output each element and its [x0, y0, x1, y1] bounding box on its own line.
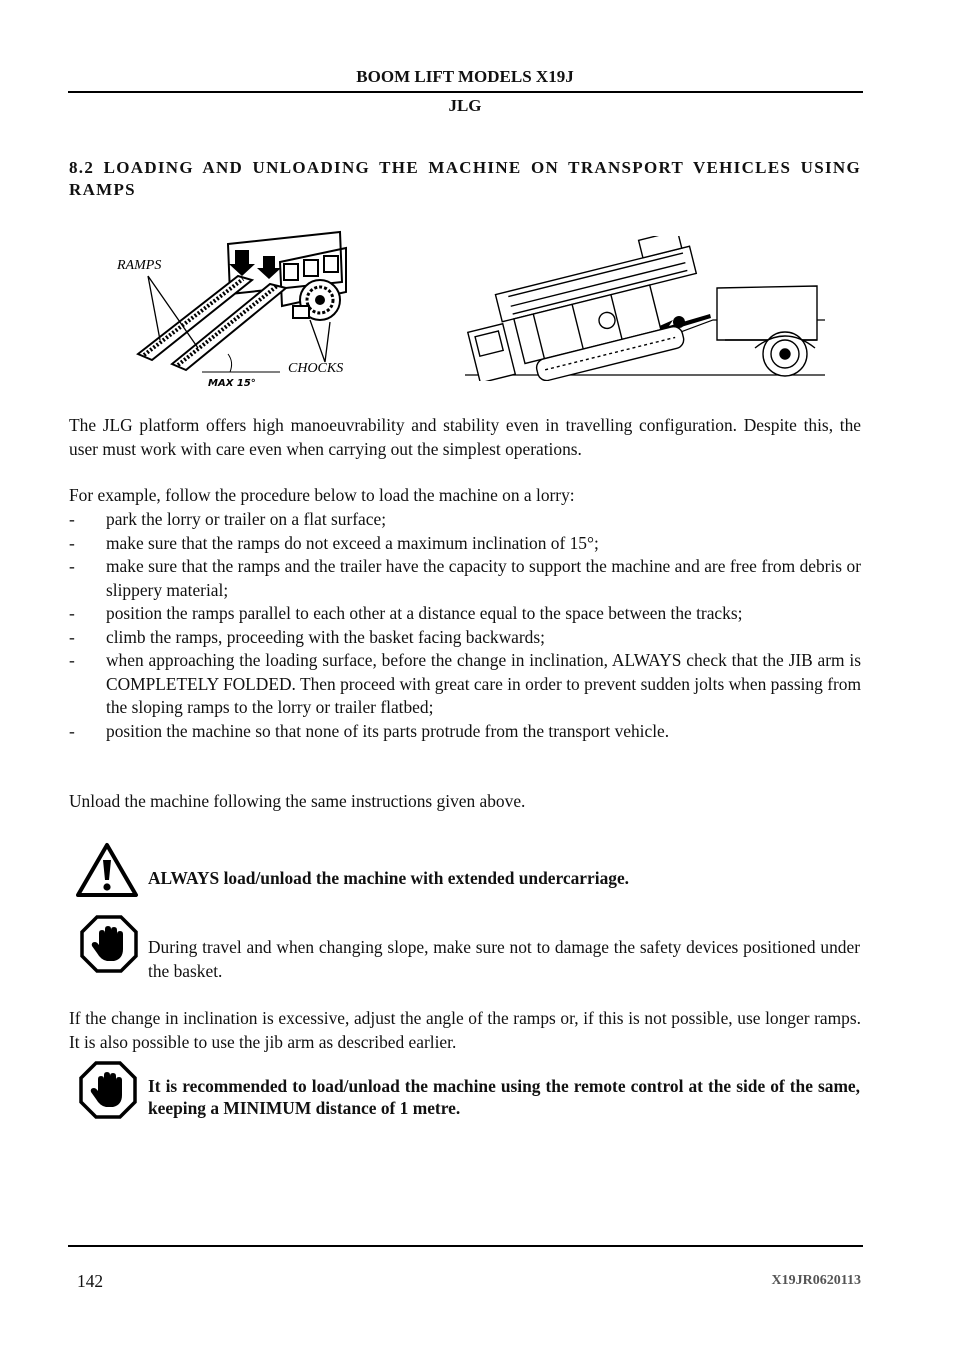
boom-lift-machine — [456, 236, 713, 381]
warning-triangle-icon — [75, 842, 139, 898]
example-paragraph: For example, follow the procedure below to load the machine on a lorry: — [69, 485, 575, 505]
list-item: - make sure that the ramps do not exceed a maximum inclination of 15°; — [69, 532, 599, 553]
list-item: - when approaching the loading surface, before the change in inclination, ALWAYS check that the JIB arm is COMPLETELY FOLDED. Then proceed with great care in order to prevent sudden jolts when passing from the sloping ramps to the lorry or trailer flatbed; — [69, 650, 861, 717]
list-item: - park the lorry or trailer on a flat surface; — [69, 509, 387, 529]
header-brand: JLG — [448, 96, 482, 115]
arrow-down-icon — [229, 250, 255, 276]
document-code: X19JR0620113 — [771, 1273, 861, 1288]
warning-remote-control: It is recommended to load/unload the machine using the remote control at the side of the same, keeping a MINIMUM distance of 1 metre. — [148, 1076, 860, 1118]
warning-safety-devices: During travel and when changing slope, make sure not to damage the safety devices positioned under the basket. — [148, 937, 860, 981]
machine-loading-figure — [455, 236, 835, 381]
stop-hand-icon — [79, 1061, 137, 1119]
stop-hand-icon — [80, 915, 138, 973]
intro-paragraph: The JLG platform offers high manoeuvrability and stability even in travelling configuration. Despite this, the user must work with care even when carrying out the simplest operations. — [69, 415, 861, 459]
header-title: BOOM LIFT MODELS X19J — [356, 67, 574, 86]
procedure-list — [69, 508, 861, 743]
list-item: - position the ramps parallel to each other at a distance equal to the space between the tracks; — [69, 603, 743, 623]
section-title: 8.2 LOADING AND UNLOADING THE MACHINE ON TRANSPORT VEHICLES USING RAMPS — [69, 158, 861, 199]
ramps-label: RAMPS — [117, 258, 162, 273]
list-item: - climb the ramps, proceeding with the basket facing backwards; — [69, 626, 545, 647]
warning-undercarriage: ALWAYS load/unload the machine with extended undercarriage. — [148, 868, 630, 888]
arrow-down-icon — [257, 256, 281, 279]
ramps-chocks-figure — [110, 222, 370, 392]
page-number: 142 — [77, 1271, 104, 1291]
list-item: - make sure that the ramps and the trailer have the capacity to support the machine and are free from debris or slippery material; — [69, 556, 861, 600]
footer-rule — [68, 1245, 863, 1247]
header-rule — [68, 91, 863, 93]
unload-paragraph: Unload the machine following the same instructions given above. — [69, 791, 526, 811]
lorry — [717, 286, 817, 376]
inclination-paragraph: If the change in inclination is excessive, adjust the angle of the ramps or, if this is not possible, use longer ramps. It is also possible to use the jib arm as described earlier. — [69, 1008, 861, 1052]
list-item: - position the machine so that none of its parts protrude from the transport vehicle. — [69, 720, 670, 741]
chocks-label: CHOCKS — [288, 361, 344, 376]
angle-label: MAX 15° — [208, 378, 256, 389]
